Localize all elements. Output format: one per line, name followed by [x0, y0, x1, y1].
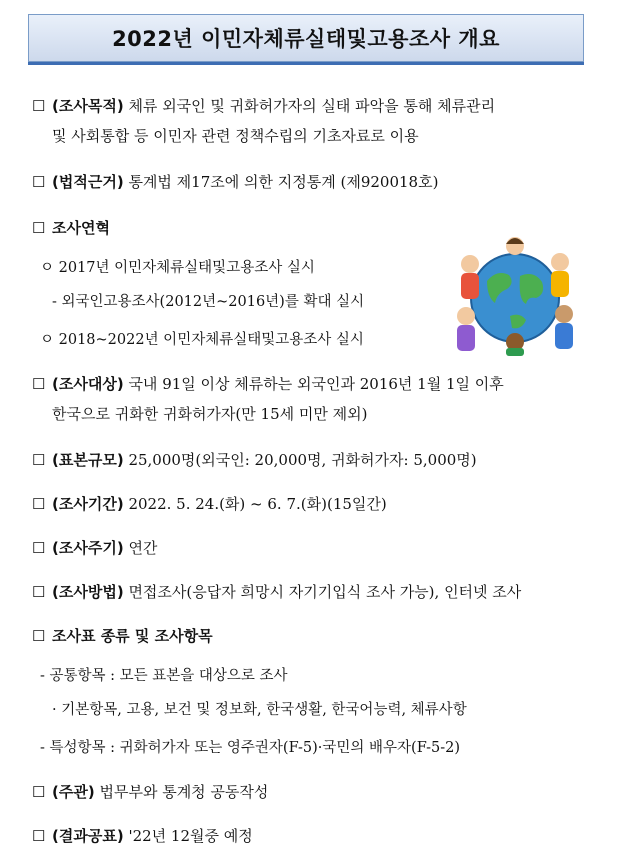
section-head: (법적근거) — [52, 173, 124, 191]
section-release — [32, 826, 253, 846]
checkbox-icon: ☐ — [32, 97, 46, 115]
section-history — [32, 218, 110, 238]
history-item: ㅇ 2017년 이민자체류실태및고용조사 실시 — [40, 260, 315, 276]
section-head: (조사대상) — [52, 375, 124, 393]
section-legal — [32, 172, 438, 192]
section-head: 조사연혁 — [52, 219, 110, 237]
forms-item: - 특성항목 : 귀화허가자 또는 영주권자(F-5)·국민의 배우자(F-5-2) — [40, 740, 461, 756]
section-text-cont: 및 사회통합 등 이민자 관련 정책수립의 기초자료로 이용 — [52, 127, 419, 145]
section-text: 2022. 5. 24.(화) ~ 6. 7.(화)(15일간) — [123, 495, 387, 513]
section-head: (조사목적) — [52, 97, 124, 115]
checkbox-icon: ☐ — [32, 219, 46, 237]
section-host — [32, 782, 268, 802]
checkbox-icon: ☐ — [32, 451, 46, 469]
checkbox-icon: ☐ — [32, 827, 46, 845]
history-item: - 외국인고용조사(2012년~2016년)를 확대 실시 — [52, 294, 365, 310]
section-head: 조사표 종류 및 조사항목 — [52, 627, 213, 645]
section-head: (주관) — [52, 783, 95, 801]
checkbox-icon: ☐ — [32, 583, 46, 601]
title-banner — [28, 14, 584, 62]
section-text: 법무부와 통계청 공동작성 — [94, 783, 269, 801]
section-head: (결과공표) — [52, 827, 124, 845]
section-text: 통계법 제17조에 의한 지정통계 (제920018호) — [123, 173, 439, 191]
section-method — [32, 582, 521, 602]
section-text: 25,000명(외국인: 20,000명, 귀화허가자: 5,000명) — [123, 451, 477, 469]
section-purpose — [32, 96, 495, 116]
section-period — [32, 494, 387, 514]
section-text: '22년 12월중 예정 — [123, 827, 253, 845]
section-text: 체류 외국인 및 귀화허가자의 실태 파악을 통해 체류관리 — [123, 97, 496, 115]
section-text: 면접조사(응답자 희망시 자기기입식 조사 가능), 인터넷 조사 — [123, 583, 522, 601]
section-head: (조사주기) — [52, 539, 124, 557]
section-head: (표본규모) — [52, 451, 124, 469]
section-cycle — [32, 538, 157, 558]
forms-item: · 기본항목, 고용, 보건 및 정보화, 한국생활, 한국어능력, 체류사항 — [52, 702, 467, 718]
section-text: 국내 91일 이상 체류하는 외국인과 2016년 1월 1일 이후 — [123, 375, 504, 393]
page-title: 2022년 이민자체류실태및고용조사 개요 — [112, 27, 500, 51]
checkbox-icon: ☐ — [32, 375, 46, 393]
section-head: (조사방법) — [52, 583, 124, 601]
section-text-cont: 한국으로 귀화한 귀화허가자(만 15세 미만 제외) — [52, 405, 368, 423]
section-sample — [32, 450, 477, 470]
checkbox-icon: ☐ — [32, 495, 46, 513]
history-item: ㅇ 2018~2022년 이민자체류실태및고용조사 실시 — [40, 332, 364, 348]
checkbox-icon: ☐ — [32, 783, 46, 801]
people-around-globe-illustration — [452, 236, 578, 356]
checkbox-icon: ☐ — [32, 173, 46, 191]
section-text: 연간 — [123, 539, 158, 557]
section-target — [32, 374, 504, 394]
checkbox-icon: ☐ — [32, 627, 46, 645]
section-forms — [32, 626, 213, 646]
checkbox-icon: ☐ — [32, 539, 46, 557]
section-head: (조사기간) — [52, 495, 124, 513]
forms-item: - 공통항목 : 모든 표본을 대상으로 조사 — [40, 668, 288, 684]
